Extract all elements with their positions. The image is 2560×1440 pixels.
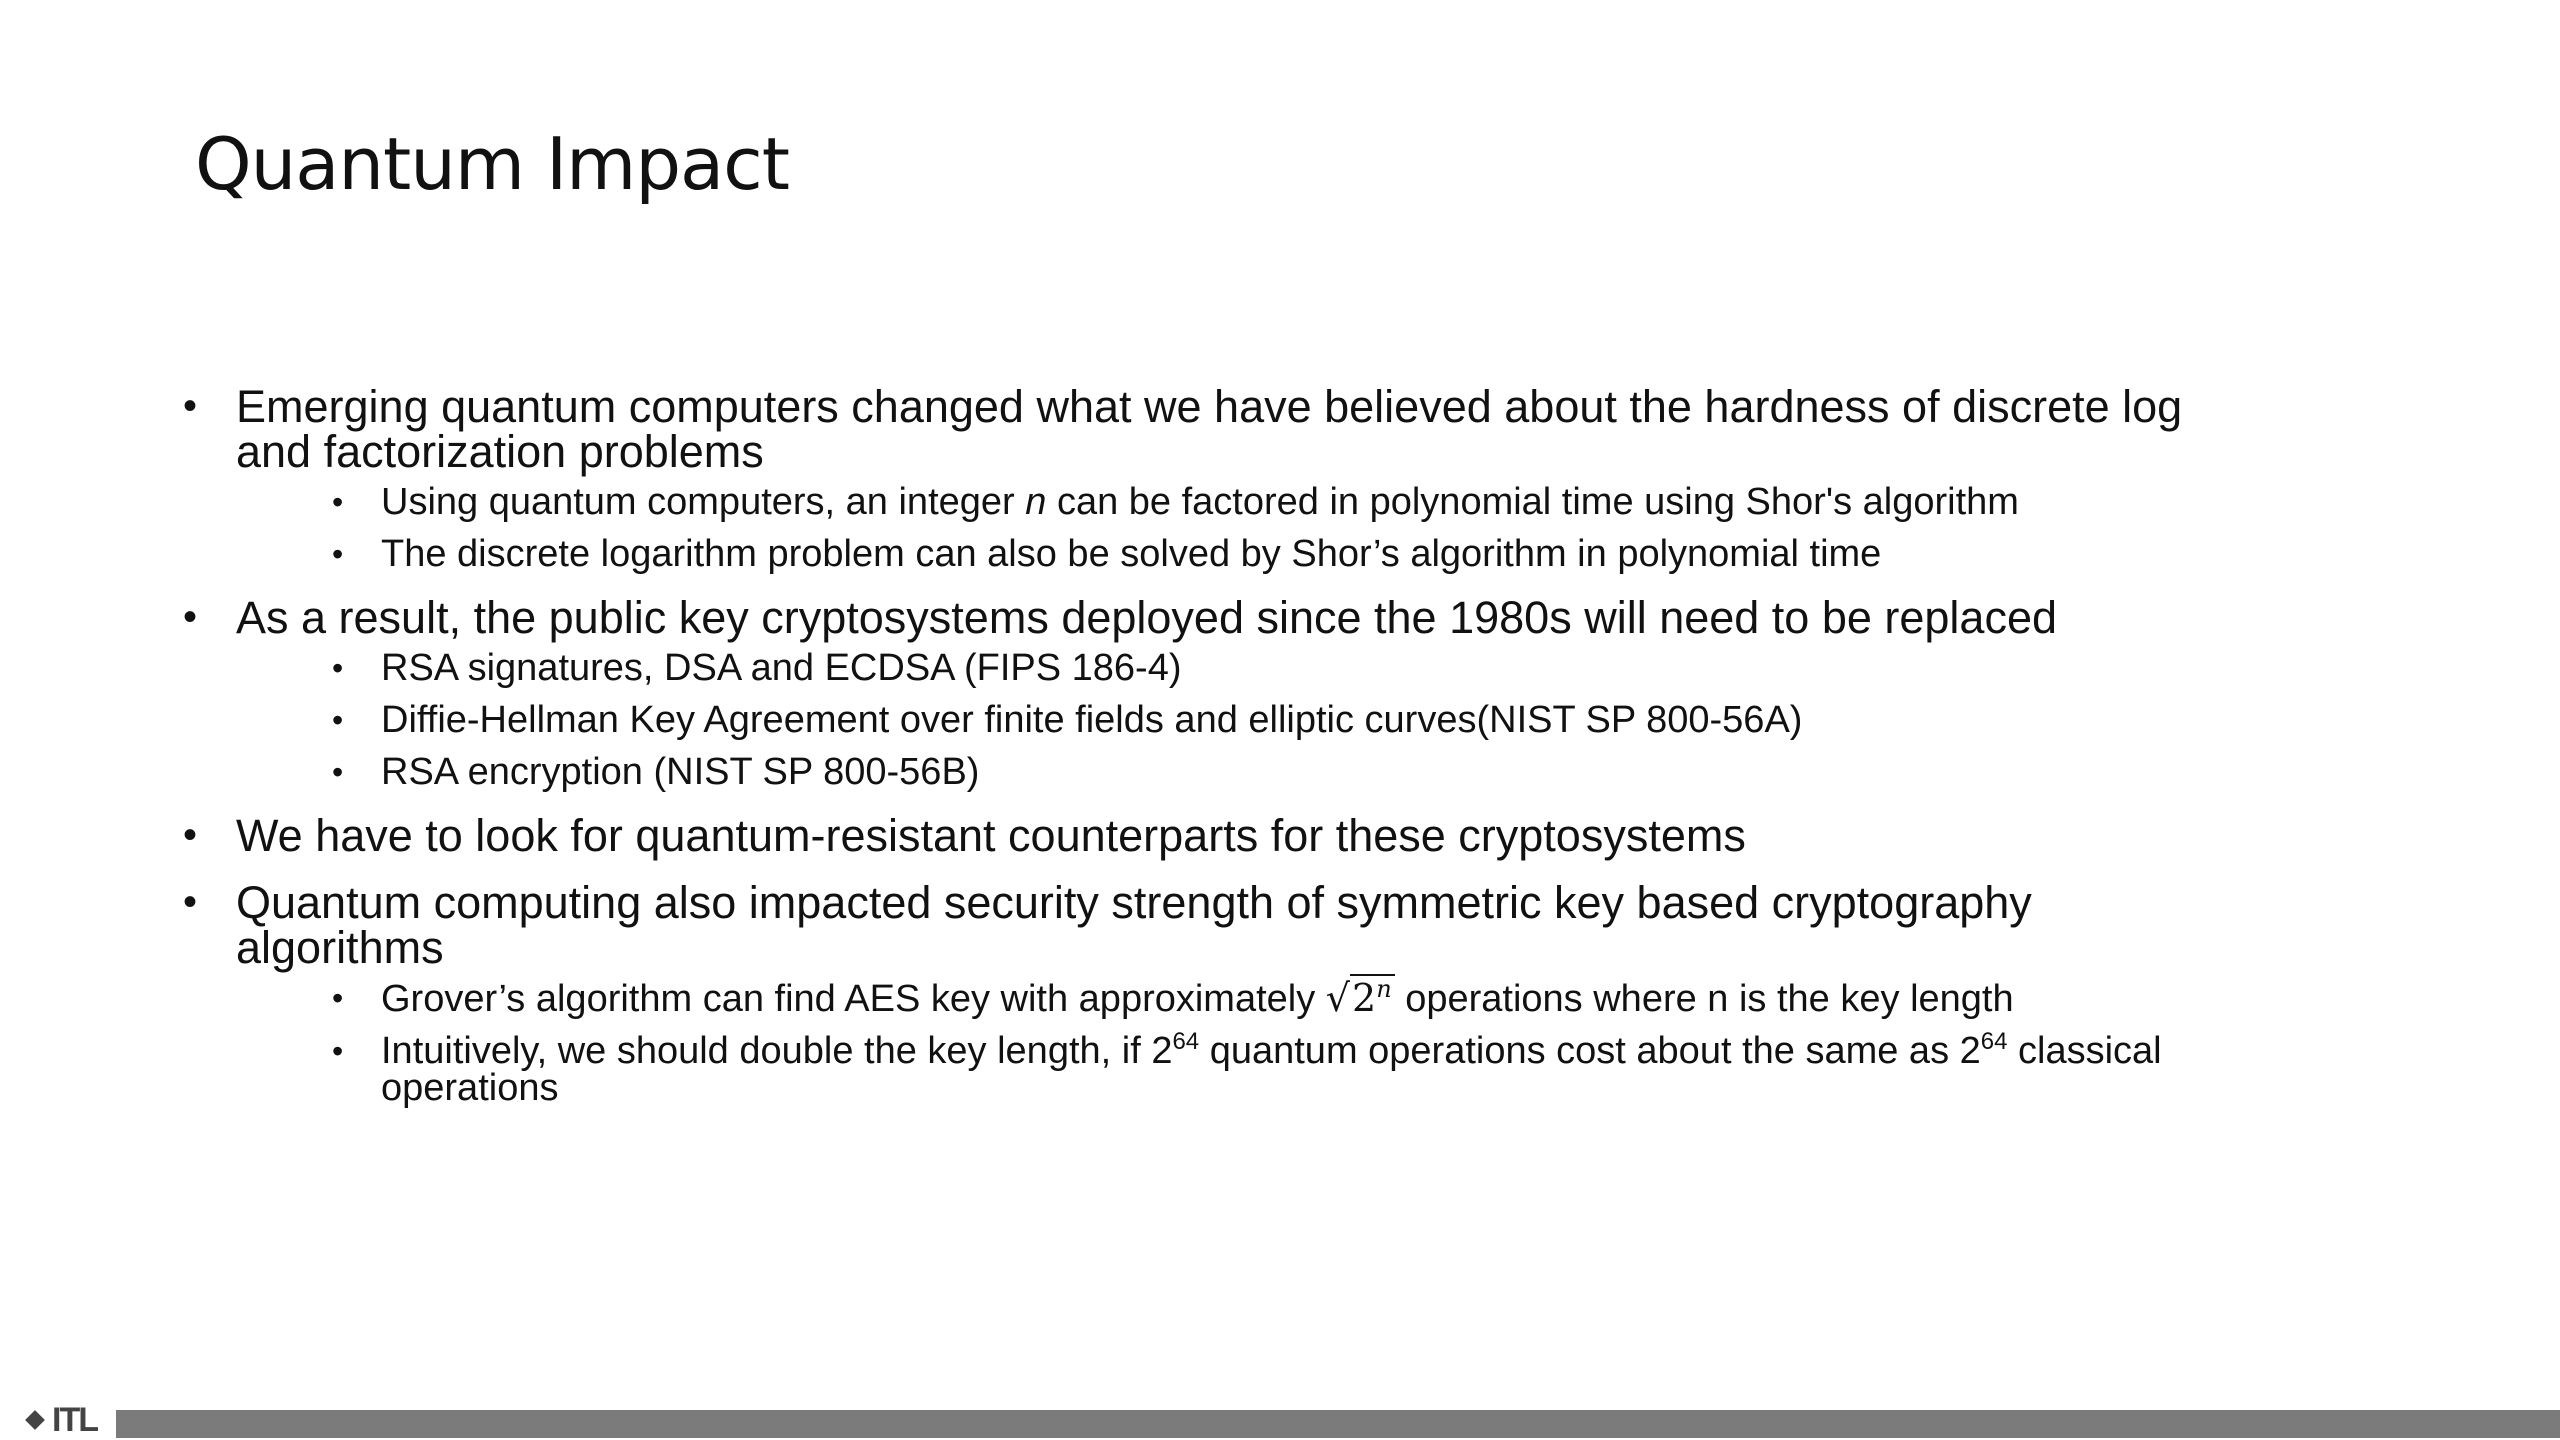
- bullet-text: Quantum computing also impacted security strength of symmetric key based cryptography algorithms: [236, 877, 2032, 973]
- exponent-64: 64: [1980, 1028, 2008, 1055]
- sub-bullet-text-part3: classical operations: [381, 1030, 2162, 1109]
- sub-bullet-text-end: operations where n is the key length: [1394, 978, 2014, 1020]
- sub-bullet-icon: •: [332, 484, 344, 520]
- sub-bullet-2-3: [332, 751, 2183, 793]
- diamond-icon: [25, 1410, 45, 1430]
- bullet-icon: •: [183, 595, 198, 639]
- square-root-expression: [1325, 975, 1395, 1020]
- sub-bullet-4-1: [332, 975, 2183, 1020]
- bullet-icon: •: [183, 384, 198, 428]
- sub-bullet-text-part1: Intuitively, we should double the key length, if 2: [381, 1030, 1173, 1072]
- radical-sign: √: [1325, 976, 1351, 1020]
- sub-bullet-icon: •: [332, 980, 344, 1016]
- sub-bullet-2-1: [332, 647, 2183, 689]
- radicand: [1350, 974, 1395, 1020]
- radicand-base: 2: [1352, 976, 1377, 1020]
- slide-title: Quantum Impact: [195, 122, 789, 206]
- sub-bullet-1-1: [332, 481, 2183, 523]
- bullet-icon: •: [183, 813, 198, 857]
- radicand-exponent: n: [1376, 975, 1392, 1003]
- bullet-point-4: [183, 877, 2183, 1109]
- bullet-point-1: [183, 381, 2183, 575]
- bullet-text: Emerging quantum computers changed what we have believed about the hardness of discrete log and factorization problems: [236, 381, 2183, 477]
- bullet-point-2: [183, 592, 2183, 793]
- sub-bullet-2-2: [332, 699, 2183, 741]
- sub-bullet-text: Diffie-Hellman Key Agreement over finite fields and elliptic curves(NIST SP 800-56A): [381, 699, 1803, 741]
- bullet-text: We have to look for quantum-resistant counterparts for these cryptosystems: [236, 810, 1746, 861]
- sub-bullet-list: [236, 975, 2183, 1109]
- sub-bullet-icon: •: [332, 702, 344, 738]
- sub-bullet-text: RSA signatures, DSA and ECDSA (FIPS 186-4): [381, 647, 1182, 689]
- sub-bullet-icon: •: [332, 1033, 344, 1069]
- sub-bullet-list: [236, 647, 2183, 793]
- logo-text: ITL: [52, 1400, 97, 1439]
- sub-bullet-text-start: Using quantum computers, an integer: [381, 481, 1026, 523]
- sub-bullet-icon: •: [332, 650, 344, 686]
- itl-logo: [28, 1400, 118, 1440]
- sub-bullet-text: The discrete logarithm problem can also be solved by Shor’s algorithm in polynomial time: [381, 533, 1882, 575]
- footer-bar: [116, 1410, 2560, 1438]
- sub-bullet-icon: •: [332, 754, 344, 790]
- sub-bullet-text: RSA encryption (NIST SP 800-56B): [381, 751, 980, 793]
- sub-bullet-text-end: can be factored in polynomial time using Shor's algorithm: [1046, 481, 2019, 523]
- bullet-list: [183, 381, 2183, 1109]
- sub-bullet-text-part2: quantum operations cost about the same as 2: [1199, 1030, 1981, 1072]
- sub-bullet-4-2: [332, 1028, 2183, 1109]
- bullet-point-3: [183, 810, 2183, 861]
- variable-n: n: [1025, 481, 1047, 523]
- bullet-icon: •: [183, 880, 198, 924]
- slide-content: [183, 381, 2183, 1129]
- exponent-64: 64: [1172, 1028, 1200, 1055]
- sub-bullet-list: [236, 481, 2183, 575]
- bullet-text: As a result, the public key cryptosystems deployed since the 1980s will need to be replaced: [236, 592, 2058, 643]
- sub-bullet-1-2: [332, 533, 2183, 575]
- sub-bullet-text-start: Grover’s algorithm can find AES key with approximately: [381, 978, 1326, 1020]
- sub-bullet-icon: •: [332, 536, 344, 572]
